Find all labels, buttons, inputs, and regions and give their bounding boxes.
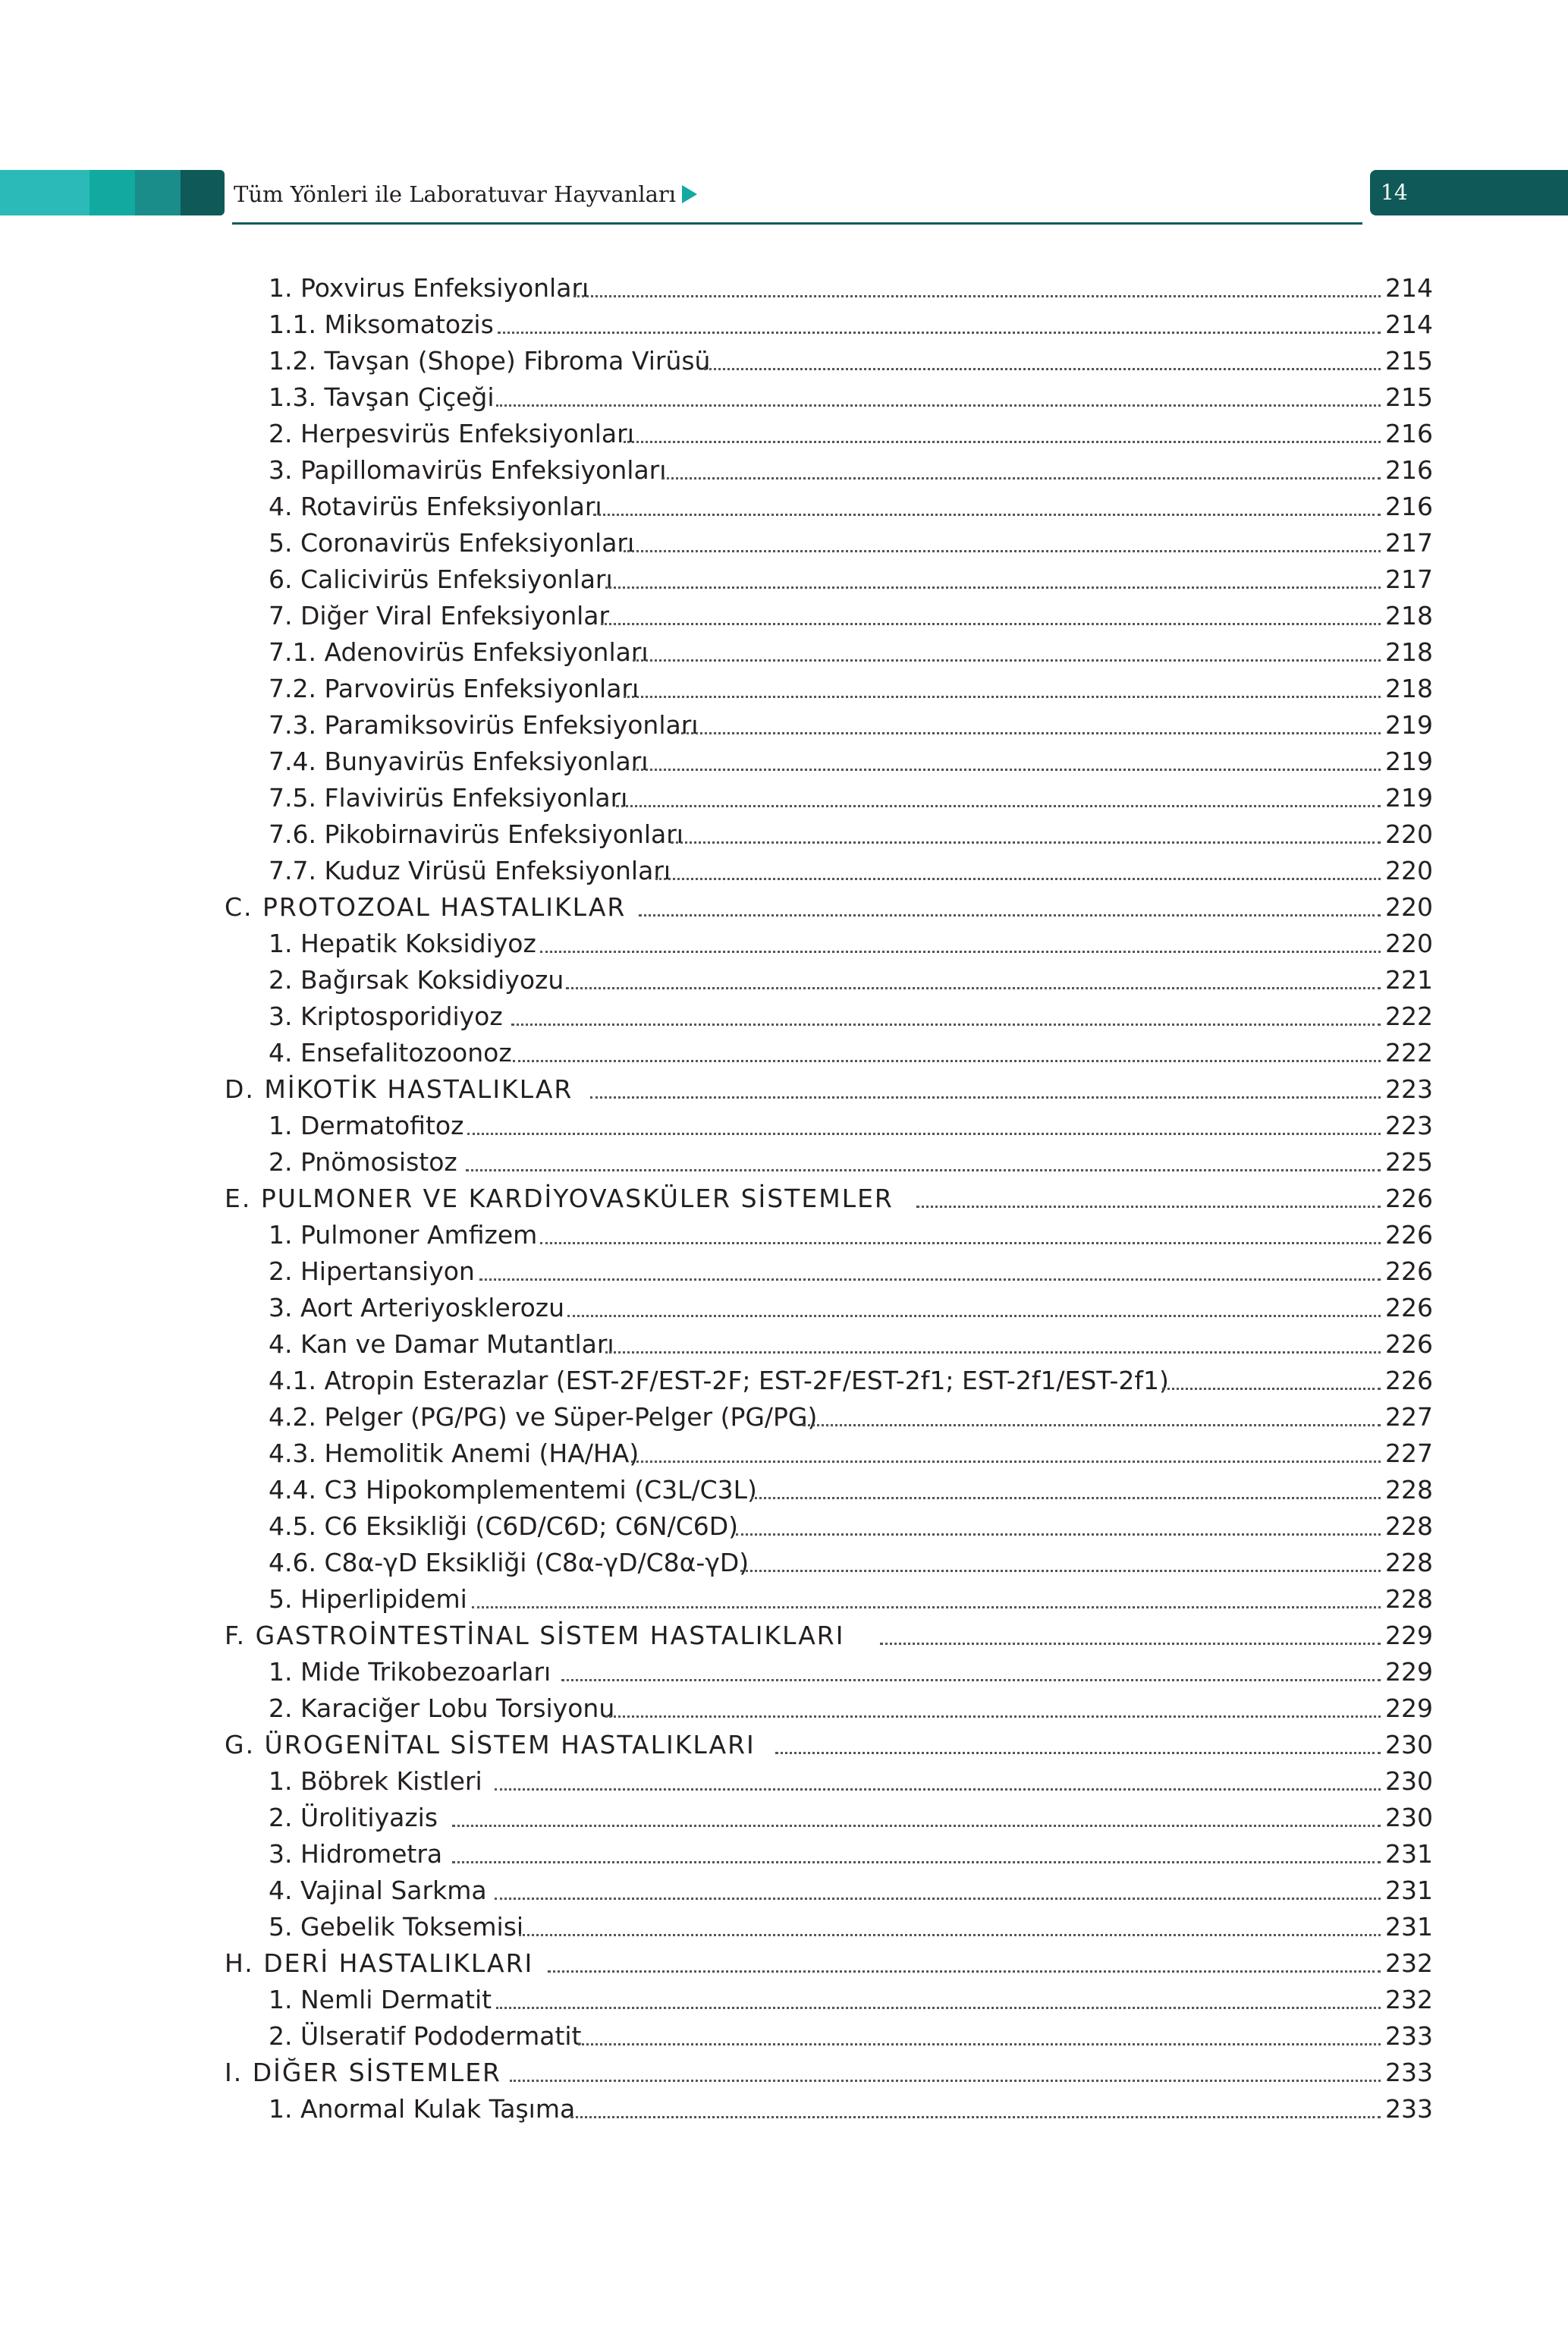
dot-leader xyxy=(498,332,1381,334)
toc-section-label: I. DİĞER SİSTEMLER xyxy=(225,2058,501,2087)
toc-page-number: 226 xyxy=(1385,1366,1433,1395)
toc-entry[interactable] xyxy=(0,1108,1568,1144)
toc-page-number: 214 xyxy=(1385,273,1433,303)
toc-page-number: 219 xyxy=(1385,710,1433,740)
toc-entry[interactable] xyxy=(0,1217,1568,1253)
toc-page-number: 225 xyxy=(1385,1147,1433,1177)
dot-leader xyxy=(605,1715,1381,1718)
toc-entry[interactable] xyxy=(0,962,1568,998)
toc-page-number: 230 xyxy=(1385,1730,1433,1759)
toc-entry[interactable] xyxy=(0,489,1568,525)
toc-entry-label: 7.7. Kuduz Virüsü Enfeksiyonları xyxy=(269,856,671,885)
toc-page-number: 226 xyxy=(1385,1329,1433,1359)
toc-page-number: 227 xyxy=(1385,1439,1433,1468)
dot-leader xyxy=(495,1898,1381,1900)
dot-leader xyxy=(593,514,1381,516)
color-block xyxy=(90,170,135,215)
dot-leader xyxy=(561,1679,1381,1681)
toc-page-number: 229 xyxy=(1385,1693,1433,1723)
dot-leader xyxy=(540,1242,1381,1244)
toc-entry[interactable] xyxy=(0,1800,1568,1836)
toc-entry[interactable] xyxy=(0,452,1568,489)
toc-page-number: 216 xyxy=(1385,492,1433,521)
toc-entry[interactable] xyxy=(0,1326,1568,1363)
dot-leader xyxy=(803,1424,1381,1426)
toc-entry-label: 5. Coronavirüs Enfeksiyonları xyxy=(269,528,635,558)
table-of-contents xyxy=(0,270,1568,2127)
toc-section-label: D. MİKOTİK HASTALIKLAR xyxy=(225,1074,573,1104)
toc-entry-label: 4.2. Pelger (PG/PG) ve Süper-Pelger (PG/PG) xyxy=(269,1402,818,1432)
toc-page-number: 220 xyxy=(1385,819,1433,849)
dot-leader xyxy=(578,2043,1381,2045)
toc-entry-label: 4.4. C3 Hipokomplementemi (C3L/C3L) xyxy=(269,1475,757,1505)
toc-entry[interactable] xyxy=(0,1872,1568,1909)
toc-entry[interactable] xyxy=(0,379,1568,416)
toc-entry-label: 7.4. Bunyavirüs Enfeksiyonları xyxy=(269,747,649,776)
toc-entry[interactable] xyxy=(0,2091,1568,2127)
toc-page-number: 228 xyxy=(1385,1475,1433,1505)
dot-leader xyxy=(496,404,1381,407)
dot-leader xyxy=(681,732,1381,734)
toc-section-label: G. ÜROGENİTAL SİSTEM HASTALIKLARI xyxy=(225,1730,756,1759)
toc-entry-label: 3. Aort Arteriyosklerozu xyxy=(269,1293,565,1322)
toc-page-number: 233 xyxy=(1385,2094,1433,2124)
dot-leader xyxy=(467,1133,1381,1135)
toc-entry-label: 1. Poxvirus Enfeksiyonları xyxy=(269,273,589,303)
toc-entry[interactable] xyxy=(0,1545,1568,1581)
toc-entry-label: 7.6. Pikobirnavirüs Enfeksiyonları xyxy=(269,819,683,849)
toc-page-number: 215 xyxy=(1385,346,1433,376)
running-header xyxy=(234,178,697,211)
toc-page-number: 232 xyxy=(1385,1985,1433,2014)
toc-entry-label: 1.2. Tavşan (Shope) Fibroma Virüsü xyxy=(269,346,711,376)
dot-leader xyxy=(601,623,1381,625)
dot-leader xyxy=(590,1096,1381,1099)
toc-page-number: 227 xyxy=(1385,1402,1433,1432)
header-rule xyxy=(232,222,1362,225)
toc-page-number: 228 xyxy=(1385,1584,1433,1614)
toc-entry-label: 1. Hepatik Koksidiyoz xyxy=(269,929,536,958)
toc-entry-label: 1. Mide Trikobezoarları xyxy=(269,1657,551,1687)
dot-leader xyxy=(624,441,1381,443)
toc-page-number: 220 xyxy=(1385,929,1433,958)
dot-leader xyxy=(631,1461,1381,1463)
toc-entry[interactable] xyxy=(0,598,1568,634)
dot-leader xyxy=(736,1533,1381,1536)
dot-leader xyxy=(624,696,1381,698)
toc-page-number: 220 xyxy=(1385,892,1433,922)
toc-entry[interactable] xyxy=(0,1909,1568,1945)
toc-entry-label: 2. Hipertansiyon xyxy=(269,1256,475,1286)
toc-page-number: 222 xyxy=(1385,1038,1433,1068)
toc-section-label: H. DERİ HASTALIKLARI xyxy=(225,1948,534,1978)
dot-leader xyxy=(661,477,1381,480)
toc-entry[interactable] xyxy=(0,1435,1568,1472)
toc-page-number: 217 xyxy=(1385,564,1433,594)
dot-leader xyxy=(775,1752,1381,1754)
toc-entry[interactable] xyxy=(0,998,1568,1035)
toc-entry[interactable] xyxy=(0,1654,1568,1690)
dot-leader xyxy=(639,914,1381,917)
toc-entry-label: 1. Böbrek Kistleri xyxy=(269,1766,482,1796)
toc-entry[interactable] xyxy=(0,1836,1568,1872)
toc-entry[interactable] xyxy=(0,1363,1568,1399)
toc-page-number: 223 xyxy=(1385,1074,1433,1104)
toc-entry[interactable] xyxy=(0,1472,1568,1508)
toc-entry-label: 4.5. C6 Eksikliği (C6D/C6D; C6N/C6D) xyxy=(269,1511,739,1541)
toc-entry-label: 1. Nemli Dermatit xyxy=(269,1985,492,2014)
page-number-tab xyxy=(1370,170,1568,215)
toc-page-number: 216 xyxy=(1385,455,1433,485)
toc-entry-label: 7.5. Flavivirüs Enfeksiyonları xyxy=(269,783,628,813)
toc-entry-label: 7. Diğer Viral Enfeksiyonlar xyxy=(269,601,610,630)
toc-entry-label: 1.1. Miksomatozis xyxy=(269,310,494,339)
dot-leader xyxy=(511,1024,1381,1026)
toc-entry-label: 1. Pulmoner Amfizem xyxy=(269,1220,538,1250)
dot-leader xyxy=(740,1570,1381,1572)
toc-entry-label: 5. Hiperlipidemi xyxy=(269,1584,467,1614)
toc-page-number: 218 xyxy=(1385,601,1433,630)
dot-leader xyxy=(495,1788,1381,1791)
toc-entry-label: 2. Karaciğer Lobu Torsiyonu xyxy=(269,1693,615,1723)
toc-section-label: C. PROTOZOAL HASTALIKLAR xyxy=(225,892,627,922)
toc-entry-label: 2. Ülseratif Pododermatit xyxy=(269,2021,582,2051)
toc-page-number: 226 xyxy=(1385,1220,1433,1250)
toc-entry[interactable] xyxy=(0,1690,1568,1727)
dot-leader xyxy=(567,1315,1381,1317)
dot-leader xyxy=(510,2080,1381,2082)
toc-entry-label: 4. Kan ve Damar Mutantları xyxy=(269,1329,614,1359)
toc-entry-label: 1.3. Tavşan Çiçeği xyxy=(269,382,495,412)
toc-page-number: 223 xyxy=(1385,1111,1433,1140)
toc-entry[interactable] xyxy=(0,671,1568,707)
toc-entry[interactable] xyxy=(0,561,1568,598)
toc-entry[interactable] xyxy=(0,270,1568,307)
toc-page-number: 230 xyxy=(1385,1803,1433,1832)
toc-entry[interactable] xyxy=(0,343,1568,379)
toc-entry-label: 7.3. Paramiksovirüs Enfeksiyonları xyxy=(269,710,699,740)
toc-entry-label: 1. Anormal Kulak Taşıma xyxy=(269,2094,576,2124)
toc-page-number: 231 xyxy=(1385,1912,1433,1942)
toc-entry[interactable] xyxy=(0,1982,1568,2018)
toc-entry[interactable] xyxy=(0,1181,1568,1217)
toc-entry[interactable] xyxy=(0,2055,1568,2091)
dot-leader xyxy=(624,550,1381,552)
toc-entry-label: 3. Kriptosporidiyoz xyxy=(269,1001,503,1031)
dot-leader xyxy=(519,1934,1381,1936)
toc-entry[interactable] xyxy=(0,1508,1568,1545)
dot-leader xyxy=(472,1606,1381,1608)
toc-entry[interactable] xyxy=(0,853,1568,889)
toc-entry[interactable] xyxy=(0,634,1568,671)
toc-entry[interactable] xyxy=(0,1727,1568,1763)
toc-entry[interactable] xyxy=(0,707,1568,744)
toc-page-number: 226 xyxy=(1385,1256,1433,1286)
dot-leader xyxy=(548,1970,1381,1973)
toc-entry[interactable] xyxy=(0,780,1568,816)
toc-page-number: 219 xyxy=(1385,747,1433,776)
toc-page-number: 229 xyxy=(1385,1621,1433,1650)
toc-page-number: 231 xyxy=(1385,1839,1433,1869)
toc-page-number: 214 xyxy=(1385,310,1433,339)
dot-leader xyxy=(633,659,1381,662)
play-arrow-icon xyxy=(682,185,697,203)
toc-entry[interactable] xyxy=(0,816,1568,853)
toc-entry-label: 2. Bağırsak Koksidiyozu xyxy=(269,965,564,995)
toc-page-number: 232 xyxy=(1385,1948,1433,1978)
toc-page-number: 219 xyxy=(1385,783,1433,813)
toc-page-number: 218 xyxy=(1385,637,1433,667)
toc-entry[interactable] xyxy=(0,1144,1568,1181)
toc-entry[interactable] xyxy=(0,1945,1568,1982)
toc-entry[interactable] xyxy=(0,1253,1568,1290)
toc-entry-label: 7.1. Adenovirüs Enfeksiyonları xyxy=(269,637,649,667)
dot-leader xyxy=(466,1169,1381,1171)
dot-leader xyxy=(633,769,1381,771)
toc-entry[interactable] xyxy=(0,926,1568,962)
toc-section-label: F. GASTROİNTESTİNAL SİSTEM HASTALIKLARI xyxy=(225,1621,845,1650)
dot-leader xyxy=(479,1278,1381,1281)
toc-entry-label: 3. Papillomavirüs Enfeksiyonları xyxy=(269,455,667,485)
dot-leader xyxy=(704,368,1381,370)
dot-leader xyxy=(566,987,1381,989)
dot-leader xyxy=(916,1206,1381,1208)
page-number: 14 xyxy=(1381,180,1408,205)
toc-page-number: 228 xyxy=(1385,1548,1433,1577)
toc-page-number: 233 xyxy=(1385,2058,1433,2087)
color-block xyxy=(181,170,225,215)
toc-page-number: 222 xyxy=(1385,1001,1433,1031)
toc-entry-label: 1. Dermatofitoz xyxy=(269,1111,464,1140)
toc-entry[interactable] xyxy=(0,744,1568,780)
toc-entry-label: 4.3. Hemolitik Anemi (HA/HA) xyxy=(269,1439,639,1468)
toc-entry[interactable] xyxy=(0,1618,1568,1654)
dot-leader xyxy=(540,951,1381,953)
toc-page-number: 215 xyxy=(1385,382,1433,412)
book-title: Tüm Yönleri ile Laboratuvar Hayvanları xyxy=(234,181,677,207)
toc-entry[interactable] xyxy=(0,525,1568,561)
toc-page-number: 220 xyxy=(1385,856,1433,885)
dot-leader xyxy=(655,878,1381,880)
dot-leader xyxy=(751,1497,1381,1499)
color-block xyxy=(0,170,90,215)
toc-entry[interactable] xyxy=(0,1763,1568,1800)
toc-page-number: 221 xyxy=(1385,965,1433,995)
toc-entry[interactable] xyxy=(0,1399,1568,1435)
toc-page-number: 226 xyxy=(1385,1293,1433,1322)
toc-entry-label: 4. Ensefalitozoonoz xyxy=(269,1038,512,1068)
dot-leader xyxy=(671,841,1381,844)
toc-page-number: 233 xyxy=(1385,2021,1433,2051)
toc-entry-label: 5. Gebelik Toksemisi xyxy=(269,1912,524,1942)
toc-entry-label: 6. Calicivirüs Enfeksiyonları xyxy=(269,564,613,594)
toc-page-number: 216 xyxy=(1385,419,1433,448)
toc-entry-label: 2. Ürolitiyazis xyxy=(269,1803,438,1832)
toc-entry[interactable] xyxy=(0,416,1568,452)
color-block xyxy=(135,170,181,215)
toc-entry[interactable] xyxy=(0,1035,1568,1071)
toc-entry-label: 2. Herpesvirüs Enfeksiyonları xyxy=(269,419,634,448)
toc-entry[interactable] xyxy=(0,1071,1568,1108)
dot-leader xyxy=(570,2116,1381,2118)
toc-page-number: 226 xyxy=(1385,1184,1433,1213)
toc-entry[interactable] xyxy=(0,307,1568,343)
dot-leader xyxy=(616,805,1381,807)
dot-leader xyxy=(452,1825,1381,1827)
toc-entry-label: 4. Rotavirüs Enfeksiyonları xyxy=(269,492,602,521)
toc-entry-label: 4.1. Atropin Esterazlar (EST-2F/EST-2F; EST-2F/EST-2f1; EST-2f1/EST-2f1) xyxy=(269,1366,1169,1395)
dot-leader xyxy=(496,2007,1381,2009)
toc-entry[interactable] xyxy=(0,2018,1568,2055)
toc-page-number: 218 xyxy=(1385,674,1433,703)
dot-leader xyxy=(1162,1388,1381,1390)
dot-leader xyxy=(452,1861,1381,1863)
toc-section-label: E. PULMONER VE KARDİYOVASKÜLER SİSTEMLER xyxy=(225,1184,894,1213)
dot-leader xyxy=(605,586,1381,589)
toc-page-number: 230 xyxy=(1385,1766,1433,1796)
dot-leader xyxy=(573,295,1381,297)
toc-entry[interactable] xyxy=(0,889,1568,926)
dot-leader xyxy=(513,1060,1381,1062)
toc-entry[interactable] xyxy=(0,1290,1568,1326)
toc-entry-label: 4.6. C8α-γD Eksikliği (C8α-γD/C8α-γD) xyxy=(269,1548,749,1577)
toc-entry-label: 3. Hidrometra xyxy=(269,1839,443,1869)
toc-entry-label: 7.2. Parvovirüs Enfeksiyonları xyxy=(269,674,639,703)
dot-leader xyxy=(605,1351,1381,1354)
toc-entry-label: 4. Vajinal Sarkma xyxy=(269,1876,487,1905)
toc-entry[interactable] xyxy=(0,1581,1568,1618)
toc-page-number: 217 xyxy=(1385,528,1433,558)
toc-page-number: 231 xyxy=(1385,1876,1433,1905)
toc-page-number: 229 xyxy=(1385,1657,1433,1687)
dot-leader xyxy=(880,1643,1381,1645)
toc-page-number: 228 xyxy=(1385,1511,1433,1541)
toc-entry-label: 2. Pnömosistoz xyxy=(269,1147,457,1177)
